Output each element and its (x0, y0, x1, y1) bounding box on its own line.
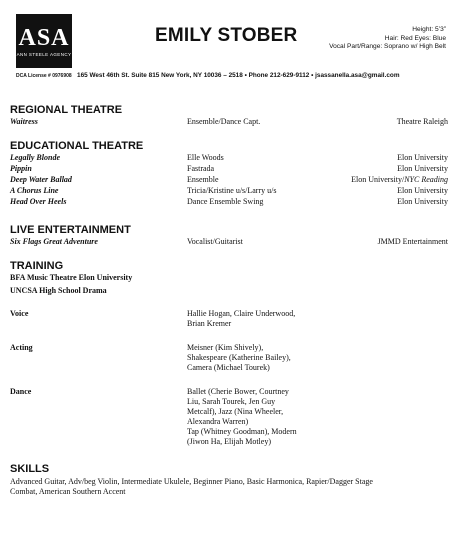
role-text: Dance Ensemble Swing (187, 197, 264, 206)
show-title: Pippin (10, 164, 32, 173)
training-heading: TRAINING (10, 260, 64, 272)
credit-row (10, 164, 448, 174)
role-text: Ensemble/Dance Capt. (187, 117, 261, 126)
venue-note: NYC Reading (404, 175, 448, 184)
teacher-line: Camera (Michael Tourek) (187, 363, 270, 372)
teacher-line: Meisner (Kim Shively), (187, 343, 264, 352)
logo-mark: ASA (18, 24, 70, 51)
credit-row (10, 186, 448, 196)
role-text: Vocalist/Guitarist (187, 237, 243, 246)
teacher-line: Shakespeare (Katherine Bailey), (187, 353, 291, 362)
license-text: DCA License # 0976908 (16, 73, 72, 79)
skills-text (10, 477, 445, 497)
role-text: Tricia/Kristine u/s/Larry u/s (187, 186, 277, 195)
venue-text: Elon University (397, 197, 448, 206)
vocal-range-text: Vocal Part/Range: Soprano w/ High Belt (329, 43, 446, 51)
voice-teachers (187, 309, 327, 329)
credit-row (10, 153, 448, 163)
address-text: 165 West 46th St. Suite 815 New York, NY 10036 – 2518 • Phone 212-629-9112 • jsassanella.asa@gmail.com (77, 72, 400, 79)
teacher-line: Liu, Sarah Tourek, Jen Guy (187, 397, 276, 406)
teacher-line: Metcalf), Jazz (Nina Wheeler, (187, 407, 284, 416)
acting-teachers (187, 343, 327, 373)
educational-theatre-heading: EDUCATIONAL THEATRE (10, 140, 144, 152)
venue-text: Elon University (397, 153, 448, 162)
acting-label: Acting (10, 343, 33, 352)
agency-logo (16, 14, 72, 68)
dance-label: Dance (10, 387, 32, 396)
skills-heading: SKILLS (10, 463, 50, 475)
show-title: Six Flags Great Adventure (10, 237, 98, 246)
regional-theatre-heading: REGIONAL THEATRE (10, 104, 123, 116)
venue-text: Elon University (397, 164, 448, 173)
teacher-line: Ballet (Cherie Bower, Courtney (187, 387, 289, 396)
agency-contact-line (16, 72, 448, 79)
training-school: BFA Music Theatre Elon University (10, 273, 133, 282)
venue-name: Elon University/ (351, 175, 405, 184)
performer-stats (329, 26, 446, 52)
voice-label: Voice (10, 309, 29, 318)
credit-row (10, 197, 448, 207)
role-text: Fastrada (187, 164, 215, 173)
role-text: Ensemble (187, 175, 219, 184)
show-title: Head Over Heels (10, 197, 67, 206)
skills-line: Advanced Guitar, Adv/beg Violin, Intermediate Ukulele, Beginner Piano, Basic Harmonica, Rapier/Dagger Stage (10, 477, 373, 486)
logo-tagline: ANN STEELE AGENCY (16, 51, 72, 57)
teacher-line: Tap (Whitney Goodman), Modern (187, 427, 297, 436)
dance-teachers (187, 387, 327, 447)
performer-name: EMILY STOBER (155, 25, 298, 46)
venue-text (351, 175, 448, 185)
skills-line: Combat, American Southern Accent (10, 487, 126, 496)
role-text: Elle Woods (187, 153, 224, 162)
hair-eyes-text: Hair: Red Eyes: Blue (384, 34, 446, 42)
training-school: UNCSA High School Drama (10, 286, 107, 295)
show-title: Legally Blonde (10, 153, 60, 162)
show-title: Deep Water Ballad (10, 175, 72, 184)
teacher-line: (Jiwon Ha, Elijah Motley) (187, 437, 271, 446)
venue-text: Theatre Raleigh (396, 117, 448, 126)
teacher-line: Hallie Hogan, Claire Underwood, (187, 309, 296, 318)
height-text: Height: 5’3” (412, 26, 446, 33)
venue-text: Elon University (397, 186, 448, 195)
credit-row (10, 237, 448, 247)
teacher-line: Alexandra Warren) (187, 417, 249, 426)
credit-row (10, 175, 448, 185)
teacher-line: Brian Kremer (187, 319, 232, 328)
show-title: A Chorus Line (10, 186, 59, 195)
live-entertainment-heading: LIVE ENTERTAINMENT (10, 224, 131, 236)
venue-text: JMMD Entertainment (377, 237, 448, 246)
credit-row (10, 117, 448, 127)
show-title: Waitress (10, 117, 38, 126)
